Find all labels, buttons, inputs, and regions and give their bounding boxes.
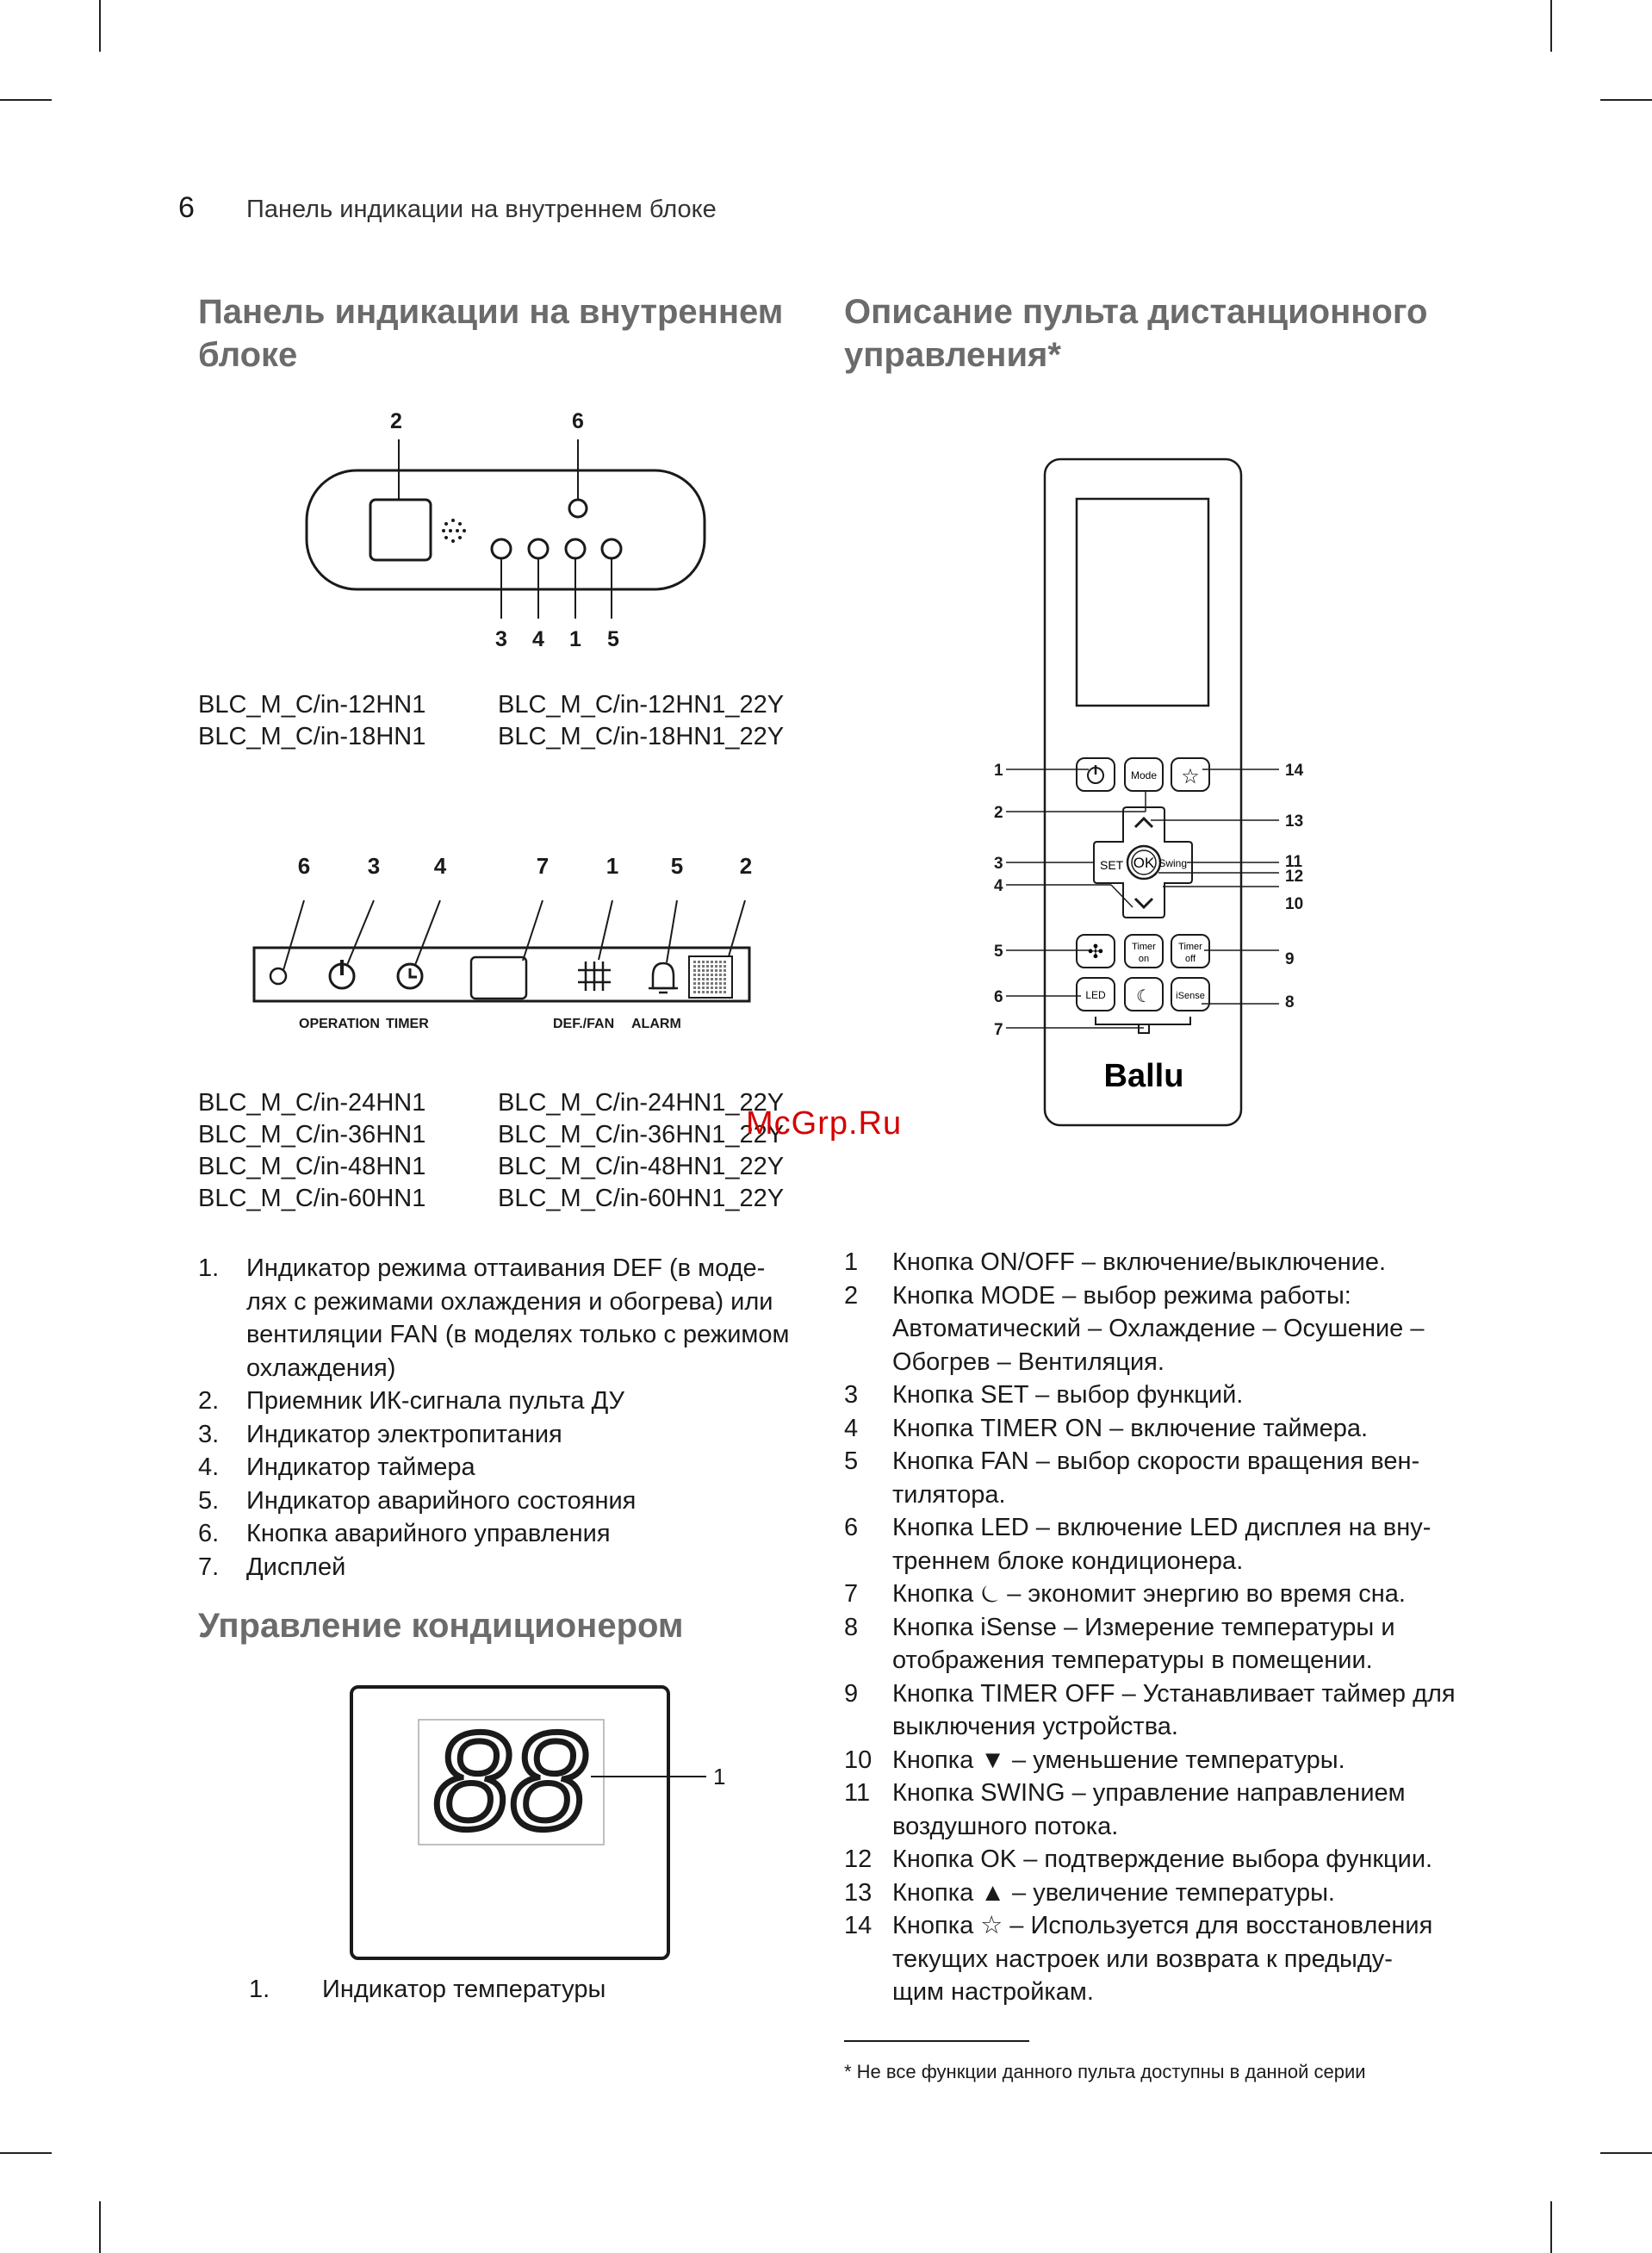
temperature-display-diagram [345,1680,732,1969]
svg-text:5: 5 [607,627,619,651]
remote-button-list [844,1246,1499,2009]
speaker-dots-icon [442,519,466,543]
section-heading-panel [198,290,783,377]
svg-text:Mode: Mode [1130,769,1158,781]
remote-control-diagram [982,452,1318,1133]
remote-screen [1077,499,1208,706]
svg-text:Timer: Timer [1132,942,1156,952]
svg-text:7: 7 [536,853,550,879]
crop-mark [99,2201,101,2253]
emergency-button [270,968,286,984]
indicator-5 [602,539,621,558]
section-heading-remote [844,290,1427,377]
sleep-icon: ☾ [1136,987,1152,1006]
list-item: 4. Индикатор таймера [198,1453,475,1481]
indoor-panel-diagram-small [293,405,715,663]
list-item: 7. Дисплей [198,1553,346,1581]
crop-mark [1550,2201,1552,2253]
emergency-button [569,500,587,517]
model-list-2a: BLC_M_C/in-24HN1 BLC_M_C/in-36HN1 BLC_M_C/in-48HN1 BLC_M_C/in-60HN1 [198,1089,426,1212]
svg-text:6: 6 [994,988,1003,1006]
list-item: 2 Кнопка MODE – выбор режима работы: Автоматический – Охлаждение – Осушение – Обогрев – Вентиляция. [844,1281,1425,1376]
indoor-panel-diagram-large [245,853,771,1038]
watermark: McGrp.Ru [746,1105,903,1142]
down-arrow-icon [1135,899,1152,907]
page-number: 6 [178,191,195,224]
callout-1: 1 [713,1764,726,1789]
svg-text:3: 3 [367,853,381,879]
svg-text:13: 13 [1285,812,1304,831]
list-item: 5 Кнопка FAN – выбор скорости вращения вен- тилятора. [844,1447,1420,1509]
display-window [471,957,526,999]
display-legend-text: Индикатор температуры [322,1976,606,2003]
label-operation: OPERATION [299,1017,380,1031]
fan-icon: ✣ [1087,941,1104,962]
alarm-bell-icon [649,963,678,993]
power-icon [330,960,354,988]
footnote: * Не все функции данного пульта доступны в данной серии [844,2061,1366,2082]
set-label: SET [1100,858,1124,872]
crop-mark [0,2152,52,2154]
list-item: 10 Кнопка ▼ – уменьшение температуры. [844,1746,1345,1774]
svg-text:11: 11 [1285,853,1303,871]
indicator-1 [566,539,585,558]
lock-icon [1139,1024,1149,1033]
svg-text:3: 3 [994,855,1003,873]
list-item: 1. Индикатор режима оттаивания DEF (в моде- лях с режимами охлаждения и обогрева) или вентиляции FAN (в моделях только с режимом охлаждения) [198,1254,790,1382]
list-item: 6 Кнопка LED – включение LED дисплея на вну- треннем блоке кондиционера. [844,1514,1432,1575]
list-item: 2. Приемник ИК-сигнала пульта ДУ [198,1387,624,1415]
panel-body [307,470,705,589]
svg-text:14: 14 [1285,762,1304,780]
svg-text:Timer: Timer [1178,942,1202,952]
svg-text:4: 4 [532,627,544,651]
svg-text:7: 7 [994,1021,1003,1039]
list-item: 7 Кнопка ⏾ – экономит энергию во время сна. [844,1580,1406,1608]
up-arrow-icon [1135,818,1152,827]
list-item: 14 Кнопка ☆ – Используется для восстановления текущих настроек или возврата к предыду- щим настройкам. [844,1912,1433,2006]
svg-text:4: 4 [994,877,1003,895]
crop-mark [1600,99,1652,101]
heading-line: Панель индикации на внутреннем [198,293,784,331]
list-item: 4 Кнопка TIMER ON – включение таймера. [844,1414,1369,1442]
ir-receiver [370,500,431,560]
svg-text:10: 10 [1285,895,1304,913]
svg-text:8: 8 [1285,993,1295,1011]
label-alarm: ALARM [631,1017,681,1031]
seven-segment-digits: 88 [433,1703,587,1858]
model-list-1a: BLC_M_C/in-12HN1 BLC_M_C/in-18HN1 [198,691,426,750]
crop-mark [1600,2152,1652,2154]
lock-bracket [1096,1017,1190,1024]
callout-2: 2 [390,409,402,433]
label-timer: TIMER [386,1017,429,1031]
indicator-3 [492,539,511,558]
svg-text:5: 5 [994,943,1003,961]
star-icon: ☆ [1181,765,1200,788]
panel-body [254,948,749,1001]
model-list-1b: BLC_M_C/in-12HN1_22Y BLC_M_C/in-18HN1_22Y [498,691,785,750]
list-item: 8 Кнопка iSense – Измерение температуры и отображения температуры в помещении. [844,1613,1395,1674]
running-header: Панель индикации на внутреннем блоке [246,196,717,223]
svg-text:1: 1 [994,762,1003,780]
label-deffan: DEF./FAN [553,1017,615,1031]
svg-text:6: 6 [297,853,311,879]
list-item: 3 Кнопка SET – выбор функций. [844,1381,1244,1409]
svg-text:1: 1 [569,627,581,651]
crop-mark [99,0,101,52]
list-item: 9 Кнопка TIMER OFF – Устанавливает таймер для выключения устройства. [844,1679,1456,1740]
clock-icon [398,964,422,988]
swing-label: Swing [1158,857,1187,869]
callout-6: 6 [572,409,584,433]
model-list-2b: BLC_M_C/in-24HN1_22Y BLC_M_C/in-36HN1_22Y BLC_M_C/in-48HN1_22Y BLC_M_C/in-60HN1_22Y [498,1089,785,1212]
crop-mark [0,99,52,101]
footnote-rule [844,2040,1029,2042]
defrost-icon [578,962,611,991]
svg-text:2: 2 [739,853,753,879]
brand-logo: Ballu [1103,1058,1184,1094]
svg-text:1: 1 [606,853,619,879]
panel-legend-list [198,1252,818,1584]
list-item: 3. Индикатор электропитания [198,1420,562,1448]
svg-text:4: 4 [433,853,447,879]
list-item: 1 Кнопка ON/OFF – включение/выключение. [844,1248,1387,1276]
svg-text:on: on [1138,954,1150,964]
svg-text:iSense: iSense [1176,991,1205,1001]
svg-text:OK: OK [1133,855,1155,871]
crop-mark [1550,0,1552,52]
section-heading-control: Управление кондиционером [198,1607,684,1645]
svg-text:2: 2 [994,804,1003,822]
indicator-4 [529,539,548,558]
svg-text:LED: LED [1085,989,1106,1001]
list-item: 11 Кнопка SWING – управление направлением воздушного потока. [844,1779,1406,1840]
svg-text:off: off [1184,954,1196,964]
list-item: 12 Кнопка OK – подтверждение выбора функции. [844,1845,1433,1873]
list-item: 13 Кнопка ▲ – увеличение температуры. [844,1878,1335,1907]
list-item: 5. Индикатор аварийного состояния [198,1486,637,1515]
svg-text:12: 12 [1285,868,1304,886]
heading-line: блоке [198,336,298,374]
svg-text:9: 9 [1285,950,1295,968]
svg-text:3: 3 [495,627,507,651]
display-legend-num: 1. [249,1976,270,2003]
heading-line: Описание пульта дистанционного [844,293,1428,331]
heading-line: управления* [844,336,1061,374]
svg-text:5: 5 [670,853,684,879]
list-item: 6. Кнопка аварийного управления [198,1520,611,1547]
